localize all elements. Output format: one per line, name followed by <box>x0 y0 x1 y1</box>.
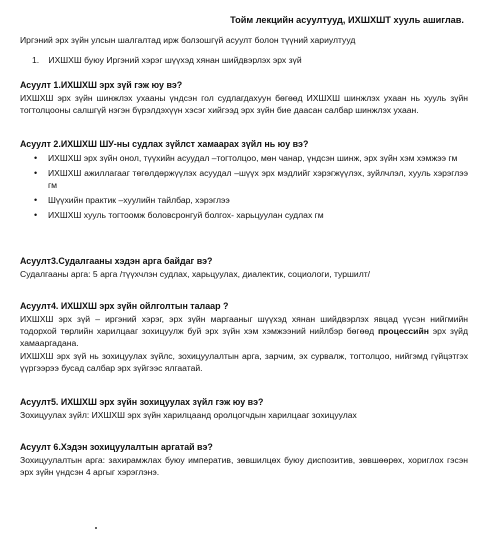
answer-4-text: ИХШХШ эрх зүй – иргэний хэрэг, эрх зүйн маргааныг шүүхэд хянан шийдвэрлэх явцад үүсэн нийгмийн тодорхой төрлийн харилцааг зохицуулж буй эрх зүйн хэм хэмжээний нийлбэр бөгөөд <box>20 313 468 336</box>
answer-1: ИХШХШ эрх зүйн шинжлэх ухааны үндсэн гол судлагдахуун бөгөөд ИХШХШ шинжлэх ухаан нь хууль зүйн тогтолцооны салшгүй нэгэн бүрэлдэхүүн хэсэг хийгээд эрх зүйн бие даасан салбар шинжлэх ухаан. <box>20 92 468 115</box>
list-item-text: ИХШХШ буюу Иргэний хэрэг шүүхэд хянан шийдвэрлэх эрх зүй <box>48 55 302 65</box>
question-1: Асуулт 1.ИХШХШ эрх зүй гэж юу вэ? <box>20 80 183 90</box>
question-block-5 <box>20 396 468 421</box>
trailing-mark <box>95 527 97 529</box>
question-6: Асуулт 6.Хэдэн зохицуулалтын аргатай вэ? <box>20 442 213 452</box>
answer-4 <box>20 313 468 350</box>
answer-6: Зохицуулалтын арга: захирамжлах буюу императив, зөвшилцөх буюу диспозитив, зөвшөөрөх, хориглох гэсэн эрх зүйн үндсэн 4 аргыг хэрэглэнэ. <box>20 454 468 477</box>
answer-3: Судалгааны арга: 5 арга /түүхчлэн судлах, харьцуулах, диалектик, социологи, туршилт/ <box>20 268 371 279</box>
question-block-1 <box>20 79 468 116</box>
answer-4-second: ИХШХШ эрх зүй нь зохицуулах зүйлс, зохицуулалтын арга, зарчим, эх сурвалж, тогтолцоо, нийгэмд гүйцэтгэх үүргээрээ бусад салбар эрх зүйгээс ялгаатай. <box>20 351 468 374</box>
bullet-item: • ИХШХШ ажиллагааг төгөлдөржүүлэх асуудал –шүүх эрх мэдлийг хэрэгжүүлэх, зуйлчлэл, хууль хэрэглээ гм <box>48 167 468 191</box>
question-block-4 <box>20 300 468 349</box>
question-2: Асуулт 2.ИХШХШ ШУ-ны судлах зүйлст хамаарах зүйл нь юу вэ? <box>20 139 309 149</box>
intro-text: Иргэний эрх зүйн улсын шалгалтад ирж болзошгүй асуулт болон түүний хариултууд <box>20 35 356 45</box>
question-block-3 <box>20 255 468 280</box>
answer-4-tail: эрх зүйд хамааргадана. <box>20 325 468 349</box>
question-4: Асуулт4. ИХШХШ эрх зүйн ойлголтын талаар ? <box>20 301 229 311</box>
question-4-paragraph-2 <box>20 350 468 374</box>
bullet-list <box>20 152 468 222</box>
document-title: Тойм лекцийн асуултууд, ИХШХШТ хууль ашиглав. <box>230 15 464 25</box>
answer-4-bold: процессийн <box>377 325 429 336</box>
question-5: Асуулт5. ИХШХШ эрх зүйн зохицуулах зүйл гэж юу вэ? <box>20 397 264 407</box>
bullet-item: • ИХШХШ хууль тогтоомж боловсронгуй болгох- харьцуулан судлах гм <box>48 209 468 221</box>
bullet-item: • ИХШХШ эрх зүйн онол, түүхийн асуудал –тогтолцоо, мөн чанар, үндсэн шинж, эрх зүйн хэм хэмжээ гм <box>48 152 468 164</box>
intro-list-item <box>32 54 468 66</box>
answer-5: Зохицуулах зүйл: ИХШХШ эрх зүйн харилцаанд оролцогчдын харилцааг зохицуулах <box>20 409 357 420</box>
question-block-2 <box>20 138 468 225</box>
list-number: 1. <box>32 55 40 65</box>
question-3: Асуулт3.Судалгааны хэдэн арга байдаг вэ? <box>20 256 213 266</box>
bullet-item: • Шүүхийн практик –хуулийн тайлбар, хэрэглээ <box>48 194 468 206</box>
question-block-6 <box>20 441 468 478</box>
